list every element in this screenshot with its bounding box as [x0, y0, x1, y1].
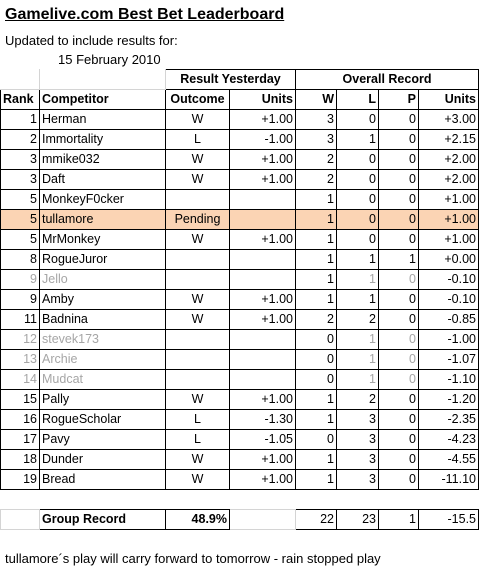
group-record-units: -15.5: [419, 510, 479, 530]
pushes-cell: 0: [379, 350, 419, 370]
wins-cell: 2: [296, 150, 337, 170]
rank-cell: 17: [1, 430, 40, 450]
outcome-cell: L: [166, 130, 230, 150]
wins-cell: 3: [296, 110, 337, 130]
rank-cell: 8: [1, 250, 40, 270]
leaderboard-row: [1, 310, 479, 330]
group-header-row: [1, 70, 479, 90]
units-cell: [230, 210, 296, 230]
pushes-cell: 0: [379, 110, 419, 130]
wins-cell: 0: [296, 370, 337, 390]
pushes-cell: 0: [379, 210, 419, 230]
outcome-cell: L: [166, 410, 230, 430]
updated-label: Updated to include results for:: [5, 33, 178, 48]
pushes-cell: 0: [379, 170, 419, 190]
overall-units-cell: -1.07: [419, 350, 479, 370]
competitor-cell: Immortality: [40, 130, 166, 150]
competitor-cell: Daft: [40, 170, 166, 190]
rank-cell: 13: [1, 350, 40, 370]
leaderboard-title: Gamelive.com Best Bet Leaderboard: [5, 6, 285, 23]
wins-cell: 2: [296, 310, 337, 330]
l-header: L: [337, 90, 379, 110]
rank-cell: 11: [1, 310, 40, 330]
outcome-cell: [166, 270, 230, 290]
p-header: P: [379, 90, 419, 110]
outcome-cell: W: [166, 110, 230, 130]
overall-units-cell: -0.85: [419, 310, 479, 330]
units-cell: +1.00: [230, 110, 296, 130]
outcome-cell: W: [166, 450, 230, 470]
competitor-cell: Amby: [40, 290, 166, 310]
pushes-cell: 0: [379, 470, 419, 490]
pushes-cell: 0: [379, 310, 419, 330]
competitor-cell: Mudcat: [40, 370, 166, 390]
losses-cell: 0: [337, 210, 379, 230]
units-cell: +1.00: [230, 390, 296, 410]
wins-cell: 1: [296, 270, 337, 290]
wins-cell: 1: [296, 210, 337, 230]
overall-units-cell: +2.00: [419, 170, 479, 190]
overall-record-header: Overall Record: [296, 70, 479, 90]
overall-units-cell: -0.10: [419, 290, 479, 310]
wins-cell: 1: [296, 230, 337, 250]
rank-cell: 5: [1, 190, 40, 210]
pushes-cell: 1: [379, 250, 419, 270]
outcome-cell: [166, 370, 230, 390]
outcome-cell: W: [166, 170, 230, 190]
losses-cell: 0: [337, 170, 379, 190]
outcome-header: Outcome: [166, 90, 230, 110]
wins-cell: 1: [296, 450, 337, 470]
outcome-cell: [166, 350, 230, 370]
competitor-cell: Dunder: [40, 450, 166, 470]
overall-units-cell: +3.00: [419, 110, 479, 130]
leaderboard-row: [1, 470, 479, 490]
wins-cell: 1: [296, 470, 337, 490]
losses-cell: 3: [337, 430, 379, 450]
rank-cell: 1: [1, 110, 40, 130]
losses-cell: 0: [337, 150, 379, 170]
overall-units-cell: -11.10: [419, 470, 479, 490]
pushes-cell: 0: [379, 430, 419, 450]
overall-units-cell: -4.23: [419, 430, 479, 450]
outcome-cell: W: [166, 230, 230, 250]
wins-cell: 0: [296, 350, 337, 370]
outcome-cell: W: [166, 150, 230, 170]
pushes-cell: 0: [379, 270, 419, 290]
rank-cell: 14: [1, 370, 40, 390]
units-cell: +1.00: [230, 470, 296, 490]
pushes-cell: 0: [379, 450, 419, 470]
units-cell: [230, 350, 296, 370]
losses-cell: 1: [337, 290, 379, 310]
units-cell: +1.00: [230, 230, 296, 250]
overall-units-cell: +0.00: [419, 250, 479, 270]
leaderboard-row: [1, 150, 479, 170]
overall-units-cell: +2.00: [419, 150, 479, 170]
losses-cell: 3: [337, 410, 379, 430]
losses-cell: 1: [337, 130, 379, 150]
units-cell: [230, 250, 296, 270]
rank-cell: 18: [1, 450, 40, 470]
overall-units-cell: -1.00: [419, 330, 479, 350]
rank-cell: 3: [1, 170, 40, 190]
leaderboard-row: [1, 370, 479, 390]
losses-cell: 2: [337, 390, 379, 410]
wins-cell: 1: [296, 410, 337, 430]
units-cell: +1.00: [230, 170, 296, 190]
outcome-cell: Pending: [166, 210, 230, 230]
competitor-cell: MrMonkey: [40, 230, 166, 250]
competitor-cell: Herman: [40, 110, 166, 130]
leaderboard-row: [1, 190, 479, 210]
group-record-table: [0, 509, 479, 530]
leaderboard-row: [1, 390, 479, 410]
outcome-cell: L: [166, 430, 230, 450]
pushes-cell: 0: [379, 330, 419, 350]
group-record-label: Group Record: [40, 510, 166, 530]
overall-units-cell: -1.20: [419, 390, 479, 410]
wins-cell: 1: [296, 190, 337, 210]
leaderboard-row: [1, 270, 479, 290]
outcome-cell: [166, 330, 230, 350]
losses-cell: 0: [337, 190, 379, 210]
w-header: W: [296, 90, 337, 110]
pushes-cell: 0: [379, 130, 419, 150]
overall-units-cell: +2.15: [419, 130, 479, 150]
losses-cell: 0: [337, 230, 379, 250]
group-record-pct: 48.9%: [166, 510, 230, 530]
rank-cell: 19: [1, 470, 40, 490]
wins-cell: 0: [296, 430, 337, 450]
competitor-cell: stevek173: [40, 330, 166, 350]
group-record-w: 22: [296, 510, 337, 530]
leaderboard-row: [1, 450, 479, 470]
group-record-row: [1, 510, 479, 530]
leaderboard-row: [1, 290, 479, 310]
wins-cell: 2: [296, 170, 337, 190]
competitor-cell: Jello: [40, 270, 166, 290]
outcome-cell: W: [166, 310, 230, 330]
losses-cell: 3: [337, 470, 379, 490]
units-cell: +1.00: [230, 290, 296, 310]
rank-cell: 9: [1, 290, 40, 310]
rank-cell: 9: [1, 270, 40, 290]
leaderboard-row: [1, 350, 479, 370]
leaderboard-row: [1, 130, 479, 150]
losses-cell: 1: [337, 370, 379, 390]
rank-cell: 5: [1, 210, 40, 230]
units-cell: +1.00: [230, 450, 296, 470]
overall-units-header: Units: [419, 90, 479, 110]
rank-cell: 15: [1, 390, 40, 410]
competitor-cell: MonkeyF0cker: [40, 190, 166, 210]
units-cell: [230, 190, 296, 210]
units-cell: +1.00: [230, 310, 296, 330]
rank-cell: 2: [1, 130, 40, 150]
rank-cell: 3: [1, 150, 40, 170]
competitor-cell: Badnina: [40, 310, 166, 330]
leaderboard-row: [1, 430, 479, 450]
rank-header: Rank: [1, 90, 40, 110]
leaderboard-row: [1, 250, 479, 270]
overall-units-cell: -2.35: [419, 410, 479, 430]
leaderboard-row: [1, 110, 479, 130]
footer-note: tullamore´s play will carry forward to tomorrow - rain stopped play: [5, 551, 381, 566]
outcome-cell: [166, 250, 230, 270]
units-cell: -1.30: [230, 410, 296, 430]
outcome-cell: W: [166, 390, 230, 410]
rank-cell: 12: [1, 330, 40, 350]
pushes-cell: 0: [379, 370, 419, 390]
pushes-cell: 0: [379, 390, 419, 410]
competitor-cell: RogueJuror: [40, 250, 166, 270]
leaderboard-row: [1, 230, 479, 250]
overall-units-cell: -4.55: [419, 450, 479, 470]
units-cell: [230, 370, 296, 390]
competitor-cell: Archie: [40, 350, 166, 370]
competitor-header: Competitor: [40, 90, 166, 110]
units-header: Units: [230, 90, 296, 110]
leaderboard-row: [1, 170, 479, 190]
rank-cell: 5: [1, 230, 40, 250]
leaderboard-table: [0, 69, 479, 490]
pushes-cell: 0: [379, 290, 419, 310]
pushes-cell: 0: [379, 230, 419, 250]
wins-cell: 1: [296, 250, 337, 270]
column-header-row: [1, 90, 479, 110]
rank-cell: 16: [1, 410, 40, 430]
group-record-l: 23: [337, 510, 379, 530]
units-cell: [230, 270, 296, 290]
wins-cell: 1: [296, 390, 337, 410]
leaderboard-row: [1, 410, 479, 430]
losses-cell: 0: [337, 110, 379, 130]
competitor-cell: tullamore: [40, 210, 166, 230]
losses-cell: 3: [337, 450, 379, 470]
competitor-cell: RogueScholar: [40, 410, 166, 430]
units-cell: [230, 330, 296, 350]
pushes-cell: 0: [379, 150, 419, 170]
overall-units-cell: +1.00: [419, 230, 479, 250]
pushes-cell: 0: [379, 190, 419, 210]
units-cell: -1.05: [230, 430, 296, 450]
wins-cell: 3: [296, 130, 337, 150]
units-cell: -1.00: [230, 130, 296, 150]
competitor-cell: Bread: [40, 470, 166, 490]
wins-cell: 0: [296, 330, 337, 350]
overall-units-cell: -0.10: [419, 270, 479, 290]
losses-cell: 1: [337, 250, 379, 270]
outcome-cell: [166, 190, 230, 210]
leaderboard-row: [1, 210, 479, 230]
wins-cell: 1: [296, 290, 337, 310]
pushes-cell: 0: [379, 410, 419, 430]
losses-cell: 1: [337, 350, 379, 370]
losses-cell: 2: [337, 310, 379, 330]
updated-date: 15 February 2010: [58, 52, 161, 67]
outcome-cell: W: [166, 290, 230, 310]
units-cell: +1.00: [230, 150, 296, 170]
result-yesterday-header: Result Yesterday: [166, 70, 296, 90]
competitor-cell: Pavy: [40, 430, 166, 450]
outcome-cell: W: [166, 470, 230, 490]
overall-units-cell: -1.10: [419, 370, 479, 390]
leaderboard-row: [1, 330, 479, 350]
overall-units-cell: +1.00: [419, 210, 479, 230]
losses-cell: 1: [337, 330, 379, 350]
group-record-p: 1: [379, 510, 419, 530]
losses-cell: 1: [337, 270, 379, 290]
competitor-cell: Pally: [40, 390, 166, 410]
overall-units-cell: +1.00: [419, 190, 479, 210]
competitor-cell: mmike032: [40, 150, 166, 170]
